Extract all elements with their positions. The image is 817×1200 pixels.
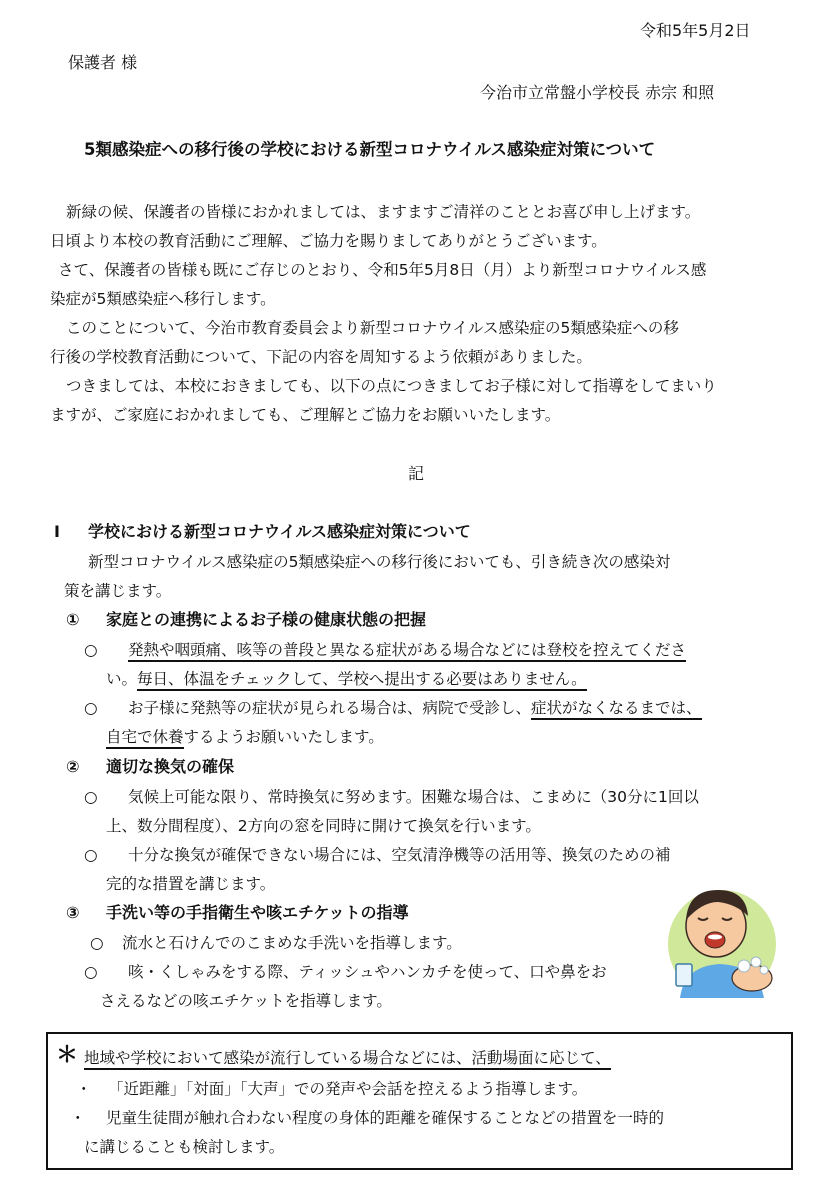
intro-line: 染症が5類感染症へ移行します。 [50,290,276,308]
recipient: 保護者 様 [68,53,138,72]
item-text: お子様に発熱等の症状が見られる場合は、病院で受診し、 [128,699,532,717]
underlined-text: 毎日、体温をチェックして、学校へ提出する必要はありません。 [137,670,587,691]
bullet: ○ [84,846,98,864]
cup [676,964,692,986]
intro-line: つきましては、本校におきましても、以下の点につきましてお子様に対して指導をしてまいり [66,377,717,395]
teeth [708,935,722,940]
bullet: ○ [84,699,98,717]
section-number: Ⅰ [54,522,60,541]
sub-number: ① [66,610,80,629]
notice-line: に講じることも検討します。 [84,1138,285,1156]
section-lead: 策を講じます。 [64,582,172,600]
notice-dot: ・ [70,1109,86,1127]
notice-dot: ・ [76,1080,92,1098]
intro-line: 日頃より本校の教育活動にご理解、ご協力を賜りましてありがとうございます。 [50,232,607,250]
sender: 今治市立常盤小学校長 赤宗 和照 [480,83,715,102]
sub-heading: 適切な換気の確保 [106,757,235,776]
underlined-text: 地域や学校において感染が流行している場合などには、活動場面に応じて、 [84,1049,611,1070]
letter-date: 令和5年5月2日 [640,21,751,40]
section-lead: 新型コロナウイルス感染症の5類感染症への移行後においても、引き続き次の感染対 [88,553,671,571]
intro-line: さて、保護者の皆様も既にご存じのとおり、令和5年5月8日（月）より新型コロナウイルス感 [58,261,707,279]
intro-line: ますが、ご家庭におかれましても、ご理解とご協力をお願いいたします。 [50,406,561,424]
item-line [128,696,702,720]
item-line: さえるなどの咳エチケットを指導します。 [100,992,392,1010]
sub-number: ② [66,757,80,776]
soap-bubble [760,966,768,974]
sub-heading: 家庭との連携によるお子様の健康状態の把握 [106,610,427,629]
sub-number: ③ [66,903,80,922]
item-line [106,667,587,691]
item-line [106,725,384,749]
item-line [128,638,686,662]
intro-line: 行後の学校教育活動について、下記の内容を周知するよう依頼がありました。 [50,348,592,366]
asterisk-mark: ＊ [56,1043,79,1068]
notice-line: 「近距離」「対面」「大声」での発声や会話を控えるよう指導します。 [108,1080,588,1098]
item-text: い。 [106,670,138,688]
notice-line [84,1046,611,1070]
underlined-text: 自宅で休養 [106,728,184,749]
ki-marker: 記 [408,464,425,483]
item-line: 十分な換気が確保できない場合には、空気清浄機等の活用等、換気のための補 [128,846,671,864]
soap-bubble [738,960,750,972]
intro-line: 新緑の候、保護者の皆様におかれましては、ますますご清祥のこととお喜び申し上げます。 [66,203,701,221]
bullet: ○ [84,788,98,806]
bullet: ○ [90,934,104,952]
sub-heading: 手洗い等の手指衛生や咳エチケットの指導 [106,903,409,922]
notice-line: 児童生徒間が触れ合わない程度の身体的距離を確保することなどの措置を一時的 [106,1109,665,1127]
item-line: 完的な措置を講じます。 [106,875,276,893]
underlined-text: 発熱や咽頭痛、咳等の普段と異なる症状がある場合などには登校を控えてくださ [128,641,686,662]
item-line: 上、数分間程度）、2方向の窓を同時に開けて換気を行います。 [106,817,541,835]
intro-line: このことについて、今治市教育委員会より新型コロナウイルス感染症の5類感染症への移 [66,319,679,337]
bullet: ○ [84,963,98,981]
item-line: 流水と石けんでのこまめな手洗いを指導します。 [122,934,462,952]
item-text: するようお願いいたします。 [183,728,384,746]
item-line: 気候上可能な限り、常時換気に努めます。困難な場合は、こまめに（30分に1回以 [128,788,699,806]
soap-bubble [751,957,761,967]
open-mouth [705,932,725,948]
section-heading: 学校における新型コロナウイルス感染症対策について [88,522,471,541]
item-line: 咳・くしゃみをする際、ティッシュやハンカチを使って、口や鼻をお [128,963,607,981]
bullet: ○ [84,641,98,659]
document-title: 5類感染症への移行後の学校における新型コロナウイルス感染症対策について [84,140,656,159]
coughing-child-illustration [660,880,782,1000]
underlined-text: 症状がなくなるまでは、 [531,699,702,720]
